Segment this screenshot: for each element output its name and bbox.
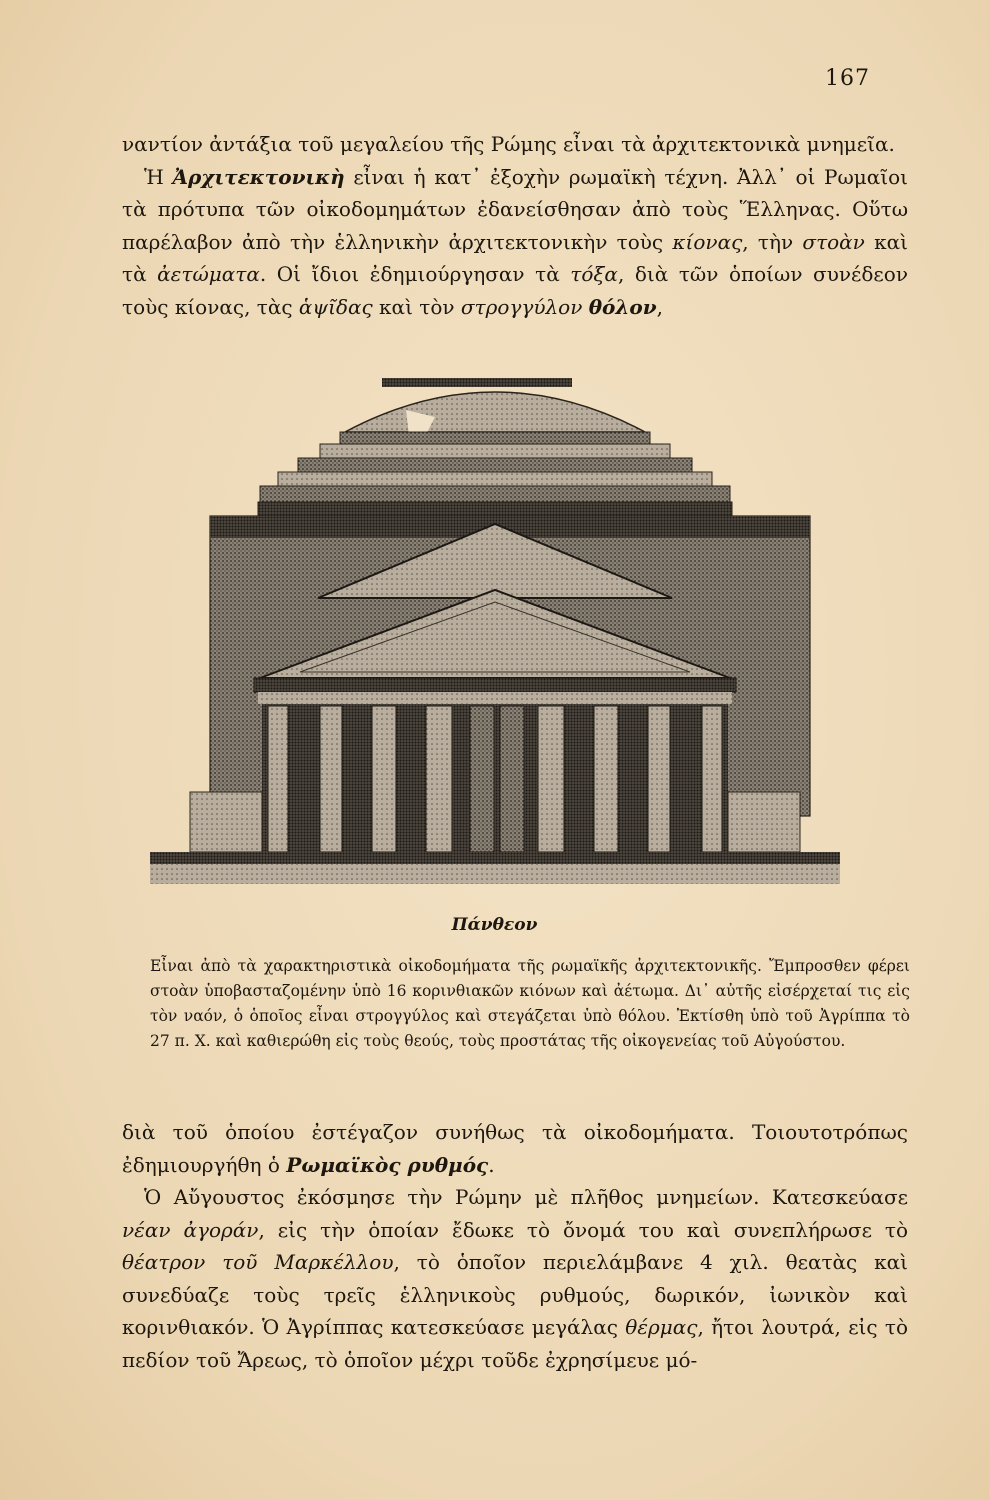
paragraph-roman-style bbox=[122, 1116, 908, 1181]
figure-caption-text: Εἶναι ἀπὸ τὰ χαρακτηριστικὰ οἰκοδομήματα τῆς ρωμαϊκῆς ἀρχιτεκτονικῆς. Ἔμπροσθεν φέρει στοὰν ὑποβασταζομένην ὑπὸ 16 κορινθιακῶν κιόνων καὶ ἀέτωμα. Δι᾽ αὐτῆς εἰσέρχεταί τις εἰς τὸν ναόν, ὁ ὁποῖος εἶναι στρογγύλος καὶ στεγάζεται ὑπὸ θόλου. Ἐκτίσθη ὑπὸ τοῦ Ἀγρίππα τὸ 27 π. Χ. καὶ καθιερώθη εἰς τοὺς θεούς, τοὺς προστάτας τῆς οἰκογενείας τοῦ Αὐγούστου. bbox=[150, 957, 910, 1050]
paragraph-augustus bbox=[122, 1181, 908, 1376]
dome-cap bbox=[345, 392, 645, 432]
column bbox=[500, 706, 524, 852]
text-run: , τὸ ὁποῖον περιελάμβανε 4 χιλ. θεατὰς καὶ συνεδύαζε τοὺς τρεῖς ἑλληνικοὺς ρυθμούς, δωρικόν, ἰωνικὸν καὶ κορινθιακόν. Ὁ Ἀγρίππας κατεσκεύασε μεγάλας bbox=[122, 1250, 908, 1339]
term-apses: ἁψῖδας bbox=[298, 294, 373, 319]
architrave bbox=[258, 692, 732, 704]
text-run: καὶ τὸν bbox=[372, 294, 461, 319]
text-run: Ὁ Αὔγουστος ἐκόσμησε τὴν Ρώμην μὲ πλῆθος μνημείων. Κατεσκεύασε bbox=[144, 1185, 908, 1209]
text-run: Ἡ bbox=[144, 164, 173, 189]
text-run: , ἤτοι λουτρά, εἰς τὸ πεδίον τοῦ Ἄρεως, τὸ ὁποῖον μέχρι τοῦδε ἐχρησίμευε μό- bbox=[122, 1315, 908, 1372]
dome-step bbox=[260, 486, 730, 502]
term-new-forum: νέαν ἀγοράν bbox=[122, 1217, 259, 1242]
term-round: στρογγύλον bbox=[460, 294, 583, 319]
dome-step bbox=[320, 444, 670, 458]
term-architecture: Ἀρχιτεκτονικὴ bbox=[172, 164, 345, 189]
text-run: , τὴν bbox=[742, 229, 803, 254]
text-run: , bbox=[656, 294, 663, 319]
page-number: 167 bbox=[825, 66, 870, 91]
column bbox=[268, 706, 288, 852]
term-theatre-marcellus: θέατρον τοῦ Μαρκέλλου bbox=[122, 1250, 394, 1274]
text-run: . Οἱ ἴδιοι ἐδημιούργησαν τὰ bbox=[259, 262, 571, 286]
term-stoa: στοὰν bbox=[802, 229, 865, 254]
term-baths: θέρμας bbox=[625, 1315, 698, 1339]
term-roman-style: Ρωμαϊκὸς ρυθμός bbox=[286, 1152, 489, 1177]
column bbox=[538, 706, 564, 852]
entablature bbox=[254, 678, 736, 692]
dome-step bbox=[298, 458, 692, 472]
left-wing bbox=[190, 792, 262, 852]
column bbox=[702, 706, 722, 852]
column bbox=[648, 706, 670, 852]
dome-step bbox=[258, 502, 732, 516]
dome-step bbox=[278, 472, 712, 486]
column bbox=[426, 706, 452, 852]
ground bbox=[150, 864, 840, 884]
bottom-text-block bbox=[122, 1116, 908, 1376]
term-pediments: ἀετώματα bbox=[157, 262, 260, 286]
column bbox=[320, 706, 342, 852]
dome-step bbox=[340, 432, 650, 444]
text-run: διὰ τοῦ ὁποίου ἐστέγαζον συνήθως τὰ οἰκοδομήματα. Τοιουτοτρόπως ἐδημιουργήθη ὁ bbox=[122, 1120, 908, 1177]
column bbox=[372, 706, 396, 852]
pantheon-illustration bbox=[150, 372, 840, 902]
term-columns: κίονας bbox=[672, 229, 743, 254]
text-run: , διὰ τῶν ὁποίων συνέδεον τοὺς κίονας, τὰς bbox=[122, 262, 908, 319]
foundation bbox=[150, 852, 840, 864]
text-run: . bbox=[488, 1152, 495, 1177]
paragraph-architecture bbox=[122, 161, 908, 324]
term-arches: τόξα bbox=[570, 262, 618, 286]
column bbox=[594, 706, 618, 852]
oculus-rim bbox=[382, 378, 572, 387]
column bbox=[470, 706, 494, 852]
right-wing bbox=[728, 792, 800, 852]
figure-caption-title: Πάνθεον bbox=[451, 915, 538, 935]
pantheon-engraving bbox=[150, 372, 840, 902]
text-run: εἶναι ἡ κατ᾽ ἐξοχὴν ρωμαϊκὴ τέχνη. Ἀλλ᾽ οἱ Ρωμαῖοι τὰ πρότυπα τῶν οἰκοδομημάτων ἐδανείσθησαν ἀπὸ τοὺς Ἕλληνας. Οὕτω παρέλαβον ἀπὸ τὴν ἑλληνικὴν ἀρχιτεκτονικὴν τοὺς bbox=[122, 164, 909, 254]
top-text-block bbox=[122, 128, 908, 323]
term-dome: θόλον bbox=[588, 294, 657, 319]
paragraph-continuation: ναντίον ἀντάξια τοῦ μεγαλείου τῆς Ρώμης εἶναι τὰ ἀρχιτεκτονικὰ μνημεῖα. bbox=[122, 132, 895, 156]
text-run: καὶ τὰ bbox=[122, 229, 908, 286]
text-run: , εἰς τὴν ὁποίαν ἔδωκε τὸ ὄνομά του καὶ συνεπλήρωσε τὸ bbox=[258, 1217, 909, 1242]
